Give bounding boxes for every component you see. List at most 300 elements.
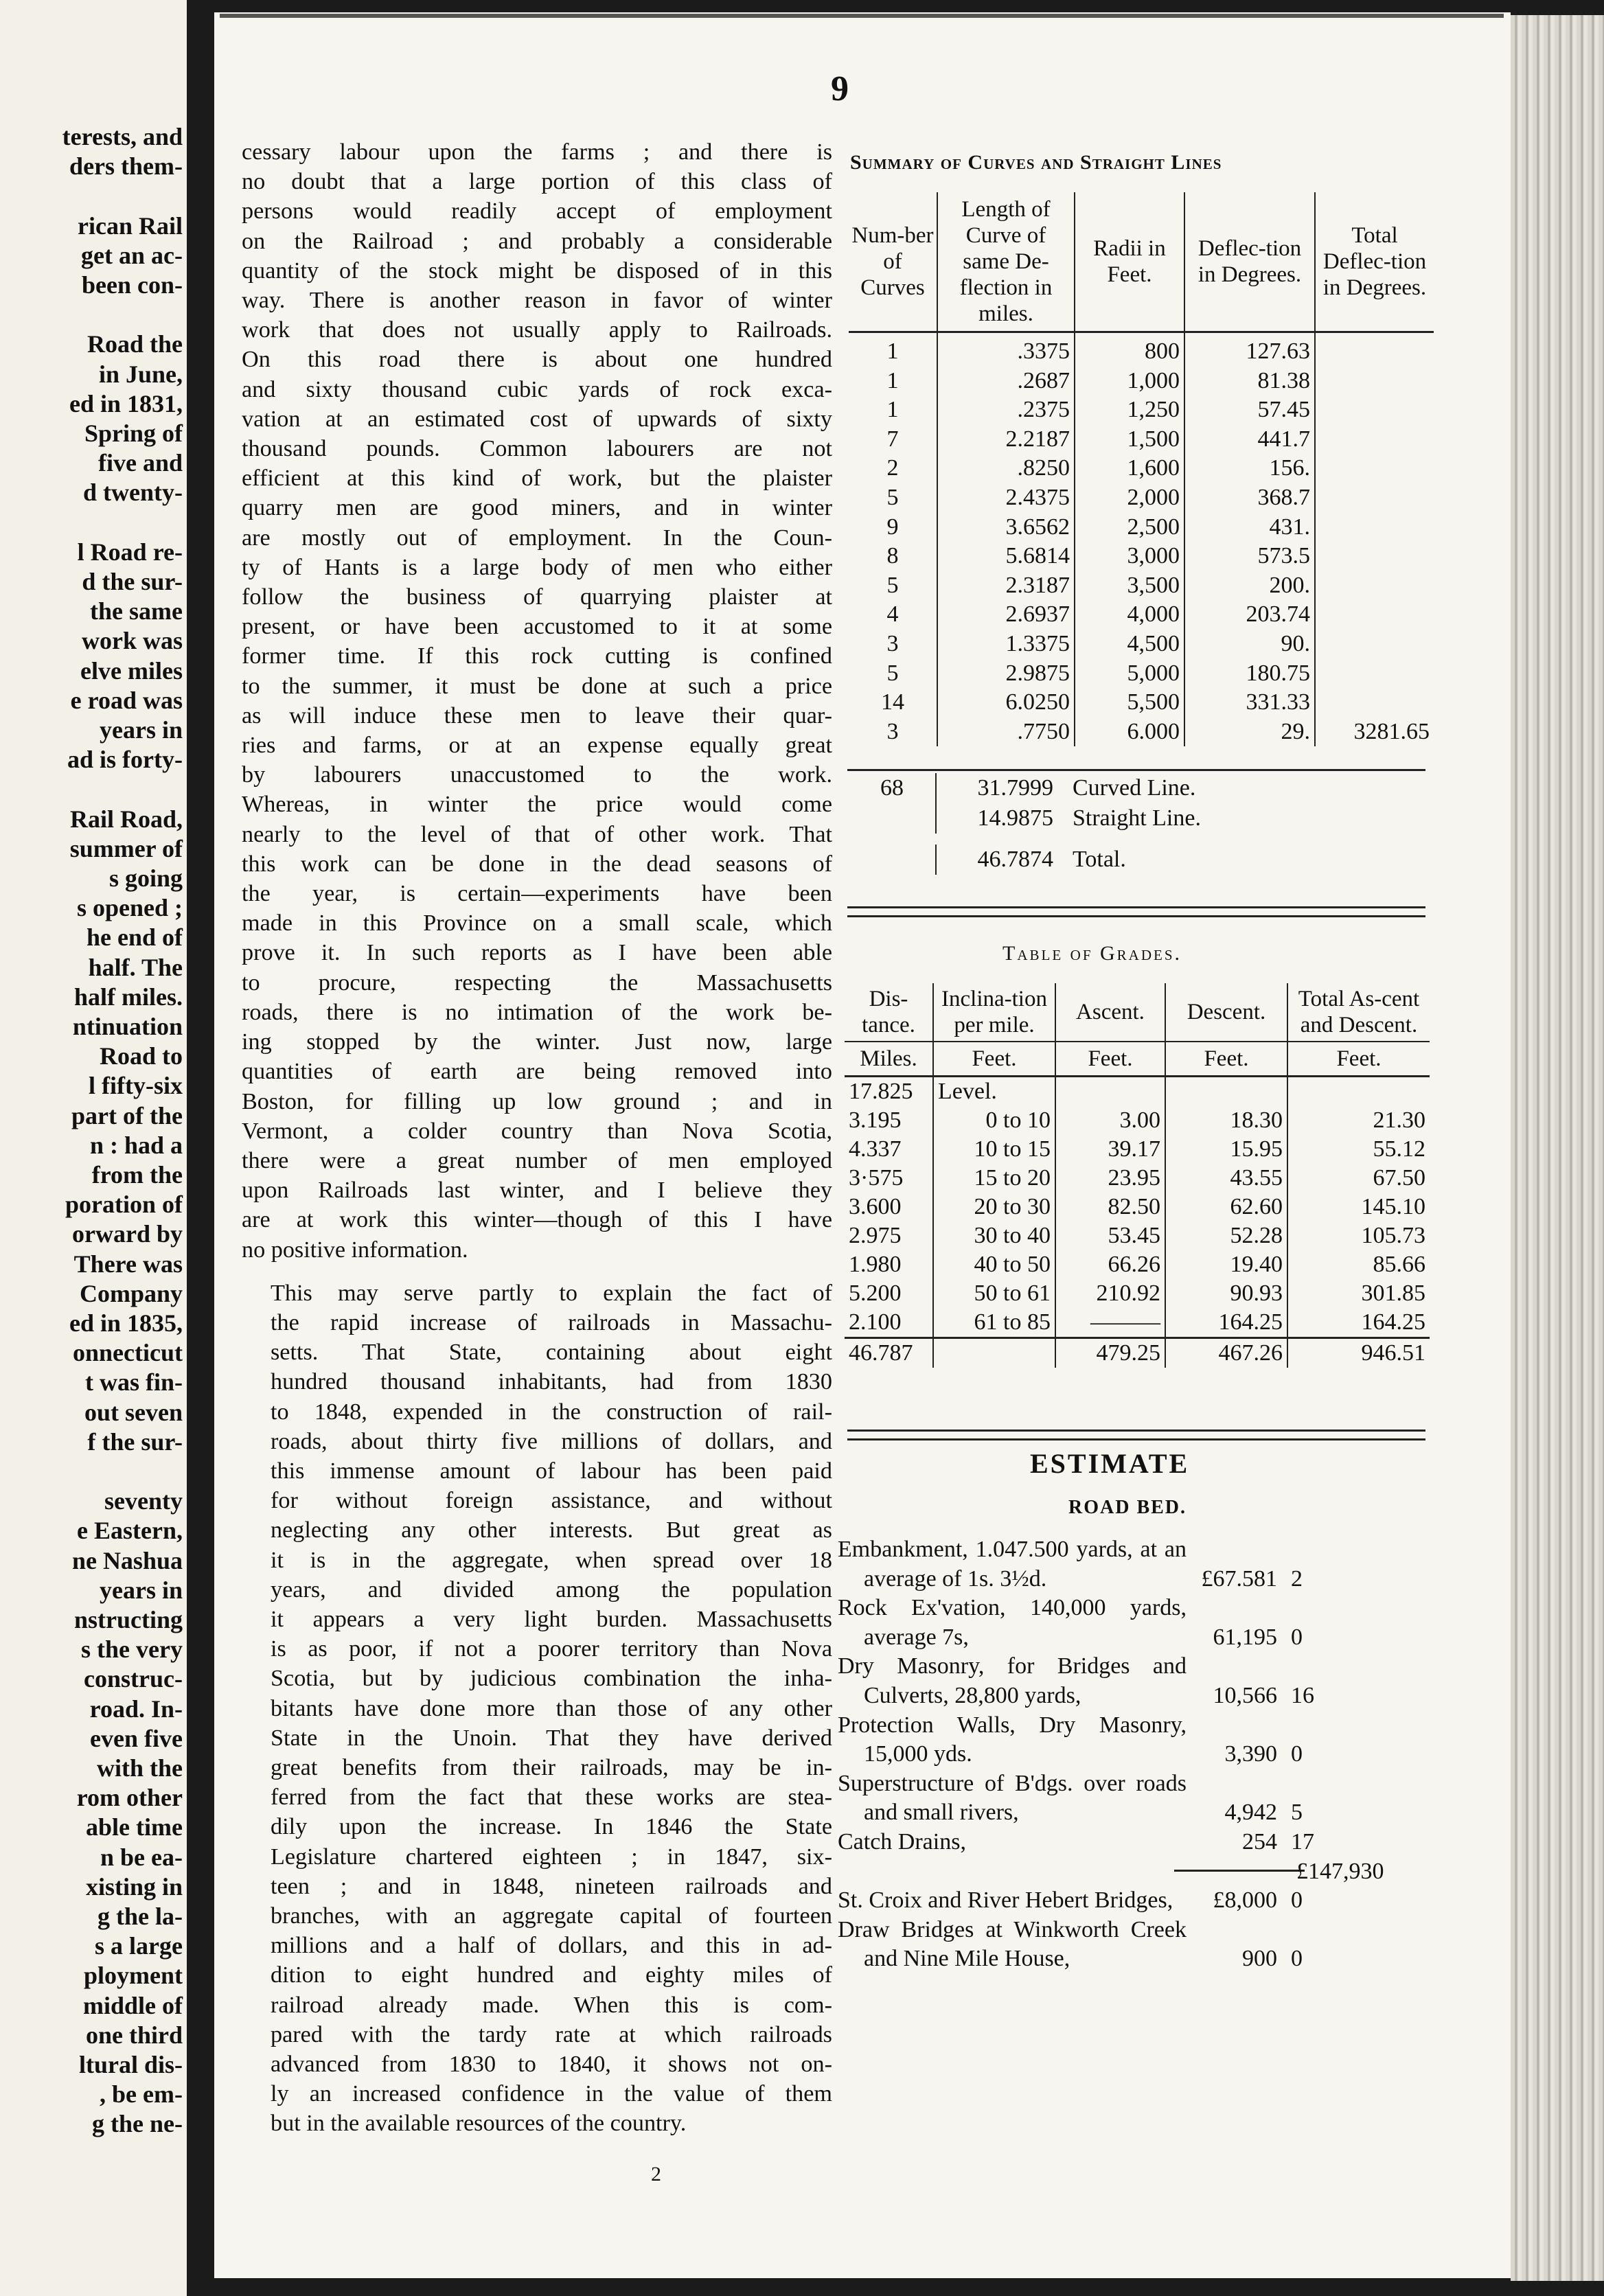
- table-cell: 3.00: [1055, 1106, 1165, 1135]
- table-cell: 14: [881, 689, 904, 715]
- text-line: persons would readily accept of employment: [242, 198, 832, 225]
- text-line: dition to eight hundred and eighty miles of: [271, 1962, 832, 1988]
- facing-page-fragment: ltural dis-: [78, 2051, 183, 2078]
- text-line: ly an increased confidence in the value of them: [271, 2081, 832, 2107]
- text-line: prove it. In such reports as I have been able: [242, 940, 832, 966]
- table-cell: .7750: [937, 718, 1075, 747]
- text-line: hundred thousand inhabitants, had from 1830: [271, 1369, 832, 1395]
- unit-cell: Feet.: [1165, 1042, 1287, 1077]
- table-row: [849, 718, 1434, 747]
- table-cell: 5,000: [1075, 659, 1184, 689]
- estimate-item: [838, 1828, 1442, 1857]
- facing-page-fragment: s the very: [81, 1635, 183, 1664]
- estimate-shillings: 16: [1291, 1682, 1314, 1708]
- text-line: to 1848, expended in the construction of rail-: [271, 1399, 832, 1425]
- estimate-shillings: 2: [1291, 1565, 1303, 1592]
- unit-cell: Miles.: [845, 1042, 933, 1077]
- facing-page-fragment: l fifty-six: [89, 1072, 183, 1100]
- summary-label: Curved Line.: [1073, 775, 1196, 801]
- text-line: no positive information.: [242, 1237, 468, 1263]
- estimate-total: £147,930: [1296, 1858, 1384, 1884]
- summary-count: 68: [880, 775, 904, 801]
- table-cell: 1,500: [1075, 425, 1184, 455]
- page-stack-edge: [1511, 15, 1604, 2281]
- unit-cell: Feet.: [1055, 1042, 1165, 1077]
- table-row: [849, 367, 1434, 396]
- header-cell: Radii in Feet.: [1075, 192, 1184, 332]
- table-cell: 368.7: [1184, 483, 1315, 513]
- table-cell: 479.25: [1055, 1338, 1165, 1368]
- table-cell: 29.: [1184, 718, 1315, 747]
- estimate-amount: £8,000: [1213, 1887, 1277, 1914]
- estimate-item: [838, 1769, 1442, 1828]
- table-cell: [1315, 571, 1434, 601]
- summary-miles: 14.9875: [935, 803, 1066, 834]
- text-line: present, or have been accustomed to it at some: [242, 614, 832, 640]
- facing-page-fragment: s a large: [95, 1932, 183, 1960]
- estimate-amount: 4,942: [1224, 1800, 1277, 1826]
- text-line: for without foreign assistance, and without: [271, 1488, 832, 1514]
- table-row: [845, 1077, 1430, 1107]
- facing-page-fragment: the same: [90, 597, 183, 625]
- table-cell: 90.93: [1165, 1279, 1287, 1308]
- table-cell: 164.25: [1165, 1308, 1287, 1338]
- facing-page-fragment: ed in 1831,: [69, 389, 183, 417]
- table-cell: 2,000: [1075, 483, 1184, 513]
- text-line: roads, there is no intimation of the work be-: [242, 999, 832, 1025]
- table-cell: 6.000: [1075, 718, 1184, 747]
- text-line: are mostly out of employment. In the Coun-: [242, 525, 832, 551]
- table-cell: 441.7: [1184, 425, 1315, 455]
- table-cell: 21.30: [1287, 1106, 1430, 1135]
- facing-page-fragment: Road to: [99, 1042, 183, 1070]
- header-cell: Ascent.: [1055, 983, 1165, 1042]
- facing-page-fragment: ders them-: [69, 152, 183, 181]
- table-cell: 1,250: [1075, 395, 1184, 425]
- table-cell: 203.74: [1184, 600, 1315, 630]
- estimate-amount: 3,390: [1224, 1741, 1277, 1767]
- text-line: millions and a half of dollars, and this in ad-: [271, 1933, 832, 1959]
- text-line: ries and farms, or at an expense equally great: [242, 733, 832, 759]
- estimate-desc: Rock Ex'vation, 140,000 yards, average 7s,: [838, 1595, 1187, 1650]
- table-cell: Level.: [933, 1077, 1055, 1107]
- facing-page-fragment: years in: [100, 1576, 183, 1604]
- table-cell: 52.28: [1165, 1221, 1287, 1250]
- summary-row: [849, 845, 1434, 875]
- curves-summary: [849, 773, 1434, 875]
- facing-page-fragment: s going: [108, 864, 183, 892]
- text-line: the rapid increase of railroads in Massachu-: [271, 1309, 832, 1335]
- facing-page-fragment: ployment: [84, 1962, 183, 1990]
- text-line: nearly to the level of that of other work. That: [242, 821, 832, 847]
- table-cell: 82.50: [1055, 1193, 1165, 1221]
- table-cell: [1287, 1077, 1430, 1107]
- table-cell: 55.12: [1287, 1135, 1430, 1164]
- text-line: Whereas, in winter the price would come: [242, 792, 832, 818]
- text-line: work that does not usually apply to Railroads.: [242, 317, 832, 343]
- table-cell: .3375: [937, 332, 1075, 367]
- text-line: but in the available resources of the country.: [271, 2111, 687, 2137]
- estimate-item: [838, 1652, 1442, 1710]
- table-cell: 66.26: [1055, 1250, 1165, 1279]
- summary-miles: 46.7874: [935, 845, 1066, 875]
- facing-page-fragment: g the ne-: [92, 2110, 183, 2138]
- table-cell: 3.195: [849, 1107, 902, 1133]
- grades-units-row: [845, 1042, 1430, 1077]
- table-cell: [1315, 513, 1434, 542]
- table-cell: 62.60: [1165, 1193, 1287, 1221]
- text-line: On this road there is about one hundred: [242, 347, 832, 373]
- table-cell: 3·575: [849, 1165, 904, 1191]
- table-cell: [1315, 367, 1434, 396]
- summary-row: [849, 773, 1434, 803]
- facing-page-fragment: l Road re-: [77, 538, 183, 566]
- table-row: [849, 513, 1434, 542]
- facing-page-fragment: Rail Road,: [69, 805, 183, 833]
- table-cell: 40 to 50: [933, 1250, 1055, 1279]
- header-cell: Descent.: [1165, 983, 1287, 1042]
- facing-page-fragment: , be em-: [100, 2080, 183, 2109]
- table-cell: 7: [886, 426, 899, 452]
- text-line: cessary labour upon the farms ; and there is: [242, 139, 832, 165]
- estimate-total-line: [838, 1857, 1442, 1887]
- table-cell: 18.30: [1165, 1106, 1287, 1135]
- table-cell: 67.50: [1287, 1164, 1430, 1193]
- table-row: [849, 571, 1434, 601]
- text-line: and sixty thousand cubic yards of rock exca-: [242, 376, 832, 402]
- top-rule: [220, 14, 1504, 18]
- table-cell: 57.45: [1184, 395, 1315, 425]
- table-row: [849, 659, 1434, 689]
- facing-page-fragment: t was fin-: [85, 1368, 183, 1397]
- table-cell: 3.6562: [937, 513, 1075, 542]
- table-cell: [1055, 1077, 1165, 1107]
- table-cell: 200.: [1184, 571, 1315, 601]
- estimate-item: [838, 1886, 1442, 1916]
- table-cell: 431.: [1184, 513, 1315, 542]
- facing-page-fragment: elve miles: [80, 656, 183, 685]
- table-cell: 2.975: [849, 1223, 902, 1248]
- table-cell: 23.95: [1055, 1164, 1165, 1193]
- table-cell: 301.85: [1287, 1279, 1430, 1308]
- facing-page-fragment: even five: [90, 1724, 183, 1752]
- table-row: [845, 1164, 1430, 1193]
- curves-table-title: Summary of Curves and Straight Lines: [850, 151, 1222, 174]
- table-row: [845, 1193, 1430, 1221]
- facing-page-fragment: summer of: [69, 834, 183, 862]
- table-cell: 5: [886, 484, 899, 510]
- table-cell: 0 to 10: [933, 1106, 1055, 1135]
- text-line: ing stopped by the winter. Just now, large: [242, 1029, 832, 1055]
- text-line: advanced from 1830 to 1840, it shows not on-: [271, 2052, 832, 2077]
- text-line: years, and divided among the population: [271, 1576, 832, 1603]
- text-line: quantity of the stock might be disposed of in this: [242, 257, 832, 284]
- table-cell: 467.26: [1165, 1338, 1287, 1368]
- estimate-subtitle: ROAD BED.: [1068, 1497, 1187, 1518]
- estimate-shillings: 5: [1291, 1800, 1303, 1826]
- facing-page-fragment: rom other: [76, 1784, 183, 1812]
- table-cell: [1315, 630, 1434, 659]
- facing-page-fragment: with the: [97, 1754, 183, 1782]
- summary-label: Total.: [1073, 847, 1126, 872]
- header-cell: Deflec-tion in Degrees.: [1184, 192, 1315, 332]
- table-cell: 61 to 85: [933, 1308, 1055, 1338]
- table-cell: 8: [886, 543, 899, 569]
- curves-header-row: [849, 192, 1434, 332]
- text-line: the year, is certain—experiments have been: [242, 881, 832, 907]
- table-cell: 5: [886, 660, 899, 686]
- table-cell: ———: [1055, 1308, 1165, 1338]
- table-cell: 2.9875: [937, 659, 1075, 689]
- facing-page-fragment: able time: [86, 1813, 183, 1841]
- table-row: [845, 1250, 1430, 1279]
- text-line: Legislature chartered eighteen ; in 1847, six-: [271, 1844, 832, 1870]
- text-line: ferred from the fact that these works are stea-: [271, 1784, 832, 1811]
- table-cell: 39.17: [1055, 1135, 1165, 1164]
- table-row: [849, 600, 1434, 630]
- table-cell: 3,000: [1075, 542, 1184, 571]
- summary-count: [849, 803, 935, 834]
- estimate-shillings: 0: [1291, 1741, 1303, 1767]
- header-cell: Total Deflec-tion in Degrees.: [1315, 192, 1434, 332]
- facing-page-fragment: out seven: [84, 1398, 183, 1426]
- facing-page-fragment: half miles.: [74, 983, 183, 1011]
- table-row: [849, 688, 1434, 718]
- estimate-item: [838, 1916, 1442, 1974]
- facing-page-fragment: n : had a: [89, 1131, 183, 1159]
- table-cell: 30 to 40: [933, 1221, 1055, 1250]
- estimate-amount: 254: [1242, 1828, 1277, 1855]
- table-cell: 3: [886, 630, 899, 656]
- table-cell: 15 to 20: [933, 1164, 1055, 1193]
- text-line: thousand pounds. Common labourers are not: [242, 436, 832, 462]
- text-line: no doubt that a large portion of this class of: [242, 169, 832, 195]
- summary-row: [849, 803, 1434, 834]
- table-cell: 2.4375: [937, 483, 1075, 513]
- text-line: great benefits from their railroads, may be in-: [271, 1754, 832, 1780]
- table-row: [845, 1338, 1430, 1368]
- facing-page-fragment: years in: [100, 716, 183, 744]
- table-cell: [1315, 332, 1434, 367]
- facing-page-fragment: ad is forty-: [67, 746, 183, 774]
- table-cell: [1315, 395, 1434, 425]
- header-cell: Total As-cent and Descent.: [1287, 983, 1430, 1042]
- table-cell: 3281.65: [1315, 718, 1434, 747]
- curves-total-rule: [847, 769, 1425, 771]
- facing-page-fragment: been con-: [82, 271, 183, 299]
- estimate-amount: £67.581: [1201, 1565, 1277, 1592]
- text-line: Vermont, a colder country than Nova Scotia,: [242, 1118, 832, 1144]
- table-cell: 210.92: [1055, 1279, 1165, 1308]
- text-line: branches, with an aggregate capital of fourteen: [271, 1903, 832, 1929]
- facing-page-fragment: e Eastern,: [77, 1517, 183, 1545]
- text-line: dily upon the increase. In 1846 the State: [271, 1814, 832, 1840]
- table-cell: [1315, 659, 1434, 689]
- table-cell: 1.980: [849, 1252, 902, 1277]
- grades-header-row: [845, 983, 1430, 1042]
- table-cell: 127.63: [1184, 332, 1315, 367]
- facing-page-fragment: ne Nashua: [71, 1546, 183, 1574]
- text-line: by labourers unaccustomed to the work.: [242, 762, 832, 788]
- paragraph-2: [242, 1278, 832, 2139]
- table-cell: 3.600: [849, 1194, 902, 1219]
- facing-page-fragment: g the la-: [98, 1903, 183, 1930]
- facing-page-fragment: Company: [79, 1279, 183, 1307]
- facing-page-fragment: nstructing: [73, 1606, 183, 1633]
- table-cell: 5.200: [849, 1281, 902, 1306]
- table-cell: 105.73: [1287, 1221, 1430, 1250]
- facing-page: [0, 0, 187, 2296]
- text-line: neglecting any other interests. But great as: [271, 1517, 832, 1543]
- table-cell: 1,000: [1075, 367, 1184, 396]
- signature-mark: 2: [651, 2163, 661, 2185]
- table-cell: 164.25: [1287, 1308, 1430, 1338]
- estimate-item: [838, 1711, 1442, 1769]
- text-line: upon Railroads last winter, and I believe they: [242, 1178, 832, 1204]
- text-line: made in this Province on a small scale, which: [242, 910, 832, 937]
- table-row: [849, 395, 1434, 425]
- estimate-amount: 61,195: [1213, 1624, 1277, 1650]
- table-cell: 17.825: [849, 1079, 913, 1104]
- facing-page-fragment: f the sur-: [87, 1427, 183, 1456]
- facing-page-fragment: xisting in: [85, 1872, 183, 1901]
- table-cell: 800: [1075, 332, 1184, 367]
- facing-page-fragment: terests, and: [62, 123, 183, 150]
- facing-page-fragment: Spring of: [84, 420, 183, 447]
- table-cell: 1: [886, 367, 899, 393]
- estimate-shillings: 0: [1291, 1946, 1303, 1972]
- table-row: [845, 1106, 1430, 1135]
- estimate-desc: Catch Drains,: [838, 1828, 966, 1855]
- table-row: [845, 1308, 1430, 1338]
- table-cell: 90.: [1184, 630, 1315, 659]
- table-cell: 4,000: [1075, 600, 1184, 630]
- text-line: teen ; and in 1848, nineteen railroads and: [271, 1873, 832, 1899]
- text-line: is as poor, if not a poorer territory than Nova: [271, 1636, 832, 1662]
- estimate-desc: Dry Masonry, for Bridges and Culverts, 28,800 yards,: [838, 1653, 1187, 1708]
- header-cell: Num-ber of Curves: [849, 192, 937, 332]
- facing-page-fragment: half. The: [88, 953, 183, 981]
- text-line: quantities of earth are being removed into: [242, 1059, 832, 1085]
- table-cell: 50 to 61: [933, 1279, 1055, 1308]
- text-line: on the Railroad ; and probably a considerable: [242, 228, 832, 254]
- table-cell: 2.6937: [937, 600, 1075, 630]
- table-cell: .8250: [937, 454, 1075, 483]
- table-cell: .2687: [937, 367, 1075, 396]
- text-line: former time. If this rock cutting is confined: [242, 643, 832, 669]
- facing-page-fragment: from the: [91, 1161, 183, 1189]
- table-cell: 3,500: [1075, 571, 1184, 601]
- facing-page-fragment: There was: [73, 1250, 183, 1278]
- table-row: [849, 542, 1434, 571]
- curves-table: [849, 192, 1434, 746]
- header-cell: Dis-tance.: [845, 983, 933, 1042]
- table-row: [845, 1221, 1430, 1250]
- facing-page-fragment: d twenty-: [83, 479, 183, 507]
- estimate-shillings: 17: [1291, 1828, 1314, 1855]
- table-cell: [1315, 425, 1434, 455]
- table-cell: 4: [886, 601, 899, 628]
- facing-page-fragment: work was: [81, 627, 183, 655]
- text-line: This may serve partly to explain the fact of: [271, 1280, 832, 1306]
- section-double-rule: [847, 906, 1425, 917]
- table-cell: 1,600: [1075, 454, 1184, 483]
- table-cell: 43.55: [1165, 1164, 1287, 1193]
- table-cell: 46.787: [845, 1338, 933, 1368]
- table-row: [849, 483, 1434, 513]
- estimate-item: [838, 1594, 1442, 1652]
- facing-page-fragment: e road was: [70, 686, 183, 714]
- facing-page-fragment: road. In-: [89, 1695, 183, 1723]
- text-line: bitants have done more than those of any other: [271, 1695, 832, 1721]
- table-cell: 85.66: [1287, 1250, 1430, 1279]
- facing-page-fragment: onnecticut: [73, 1339, 183, 1367]
- table-cell: 20 to 30: [933, 1193, 1055, 1221]
- facing-page-fragment: poration of: [65, 1191, 183, 1219]
- text-line: it is in the aggregate, when spread over 18: [271, 1547, 832, 1573]
- estimate-desc: Embankment, 1.047.500 yards, at an average of 1s. 3½d.: [838, 1537, 1187, 1592]
- table-cell: [1165, 1077, 1287, 1107]
- text-line: State in the Unoin. That they have derived: [271, 1725, 832, 1751]
- table-cell: [1315, 454, 1434, 483]
- table-cell: 946.51: [1287, 1338, 1430, 1368]
- facing-page-fragment: rican Rail: [78, 211, 183, 240]
- facing-page-fragment: d the sur-: [82, 568, 183, 595]
- table-cell: 2,500: [1075, 513, 1184, 542]
- page-number: 9: [831, 69, 849, 108]
- text-line: as will induce these men to leave their quar-: [242, 702, 832, 728]
- table-cell: 10 to 15: [933, 1135, 1055, 1164]
- table-cell: 4,500: [1075, 630, 1184, 659]
- text-line: this immense amount of labour has been paid: [271, 1458, 832, 1484]
- text-line: this work can be done in the dead seasons of: [242, 851, 832, 877]
- table-cell: 5: [886, 572, 899, 598]
- text-line: ty of Hants is a large body of men who either: [242, 554, 832, 580]
- facing-page-fragment: construc-: [84, 1665, 183, 1693]
- text-line: to the summer, it must be done at such a price: [242, 673, 832, 699]
- facing-page-fragment: middle of: [82, 1991, 183, 2019]
- table-cell: 4.337: [849, 1136, 902, 1162]
- estimate-shillings: 0: [1291, 1624, 1303, 1650]
- text-line: efficient at this kind of work, but the plaister: [242, 466, 832, 492]
- facing-page-fragment: ntinuation: [72, 1013, 183, 1040]
- body-text-column: [242, 137, 832, 2139]
- table-cell: 6.0250: [937, 688, 1075, 718]
- table-row: [849, 425, 1434, 455]
- table-row: [849, 454, 1434, 483]
- table-row: [849, 332, 1434, 367]
- table-cell: [1315, 600, 1434, 630]
- text-line: follow the business of quarrying plaister at: [242, 584, 832, 610]
- estimate-desc: Superstructure of B'dgs. over roads and small rivers,: [838, 1770, 1187, 1826]
- estimate-amount: 10,566: [1213, 1682, 1277, 1708]
- table-row: [845, 1279, 1430, 1308]
- facing-page-fragment: ed in 1835,: [69, 1309, 183, 1337]
- header-cell: Length of Curve of same De-flection in miles.: [937, 192, 1075, 332]
- text-line: pared with the tardy rate at which railroads: [271, 2021, 832, 2047]
- table-cell: 53.45: [1055, 1221, 1165, 1250]
- facing-page-fragment: n be ea-: [100, 1843, 183, 1871]
- estimate-desc: Protection Walls, Dry Masonry, 15,000 yds.: [838, 1712, 1187, 1767]
- text-line: Boston, for filling up low ground ; and in: [242, 1088, 832, 1114]
- summary-label: Straight Line.: [1073, 805, 1201, 831]
- table-cell: 573.5: [1184, 542, 1315, 571]
- estimate-shillings: 0: [1291, 1887, 1303, 1914]
- facing-page-fragment: s opened ;: [76, 894, 183, 922]
- summary-miles: 31.7999: [935, 773, 1066, 803]
- table-cell: 81.38: [1184, 367, 1315, 396]
- facing-page-fragment: five and: [98, 449, 183, 477]
